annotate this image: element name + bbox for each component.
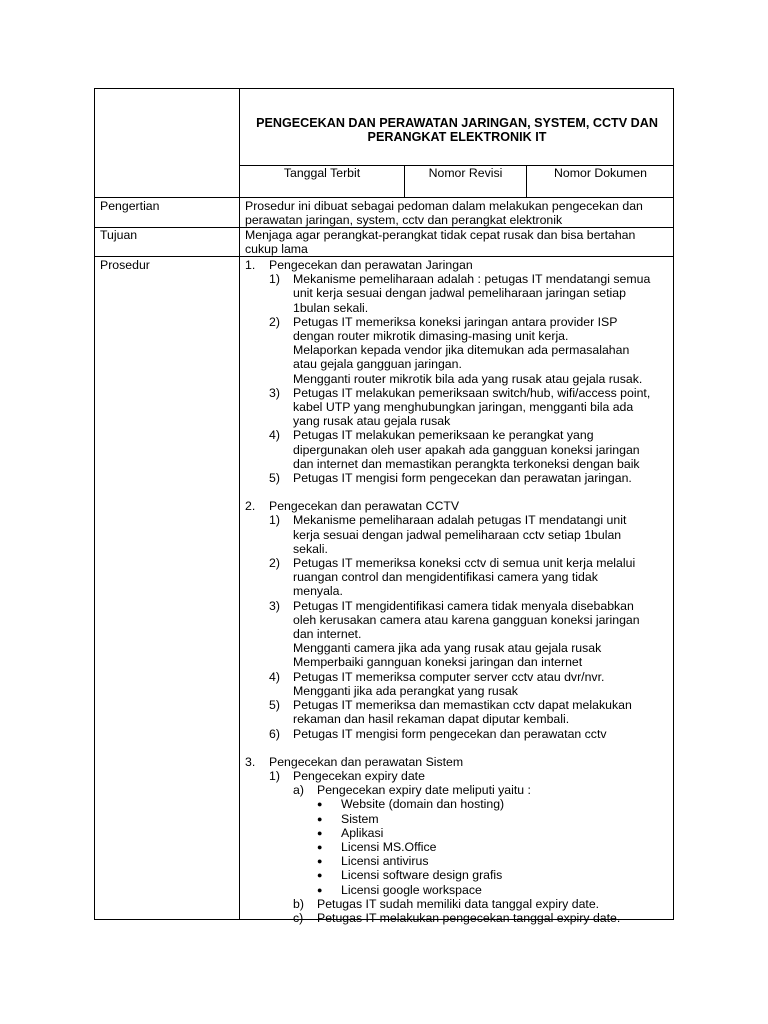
- item-number: 5): [269, 698, 280, 713]
- list-item: [269, 471, 673, 485]
- list-item: [293, 897, 673, 911]
- section-number: 3.: [245, 754, 256, 769]
- list-item: [269, 428, 673, 442]
- section-heading: [245, 499, 673, 513]
- section-title: Pengecekan dan perawatan Jaringan: [269, 258, 473, 272]
- bullet-item: [317, 840, 673, 854]
- title-line: PENGECEKAN DAN PERAWATAN JARINGAN, SYSTEM, CCTV DAN: [256, 116, 658, 130]
- pengertian-text: [245, 199, 673, 227]
- item-text: dan internet dan memastikan perangkta terkoneksi dengan baik: [293, 456, 640, 471]
- bullet-icon: ●: [317, 813, 323, 824]
- item-number: 5): [269, 471, 280, 486]
- list-item: [269, 556, 673, 570]
- tujuan-text: [245, 228, 673, 256]
- item-text: Pengecekan expiry date: [293, 768, 425, 783]
- title-line: PERANGKAT ELEKTRONIK IT: [367, 130, 547, 144]
- tanggal-terbit-header: Tanggal Terbit: [283, 166, 361, 180]
- text-line: cukup lama: [245, 242, 308, 257]
- section-number: 2.: [245, 499, 256, 514]
- item-number: 1): [269, 768, 280, 783]
- item-text: Petugas IT melakukan pengecekan tanggal expiry date.: [317, 910, 621, 925]
- item-text: menyala.: [293, 584, 343, 599]
- item-text: Mekanisme pemeliharaan adalah petugas IT mendatangi unit: [293, 513, 627, 528]
- bullet-item: [317, 797, 673, 811]
- item-text: Petugas IT melakukan pemeriksaan switch/hub, wifi/access point,: [293, 385, 651, 400]
- item-number: 4): [269, 428, 280, 443]
- item-text: kerja sesuai dengan jadwal pemeliharaan cctv setiap 1bulan: [293, 527, 622, 542]
- item-text: Mekanisme pemeliharaan adalah : petugas IT mendatangi semua: [293, 272, 651, 287]
- bullet-text: Licensi MS.Office: [341, 839, 437, 854]
- item-text: Petugas IT mengisi form pengecekan dan perawatan cctv: [293, 726, 607, 741]
- item-number: 1): [269, 513, 280, 528]
- bullet-text: Licensi antivirus: [341, 854, 429, 869]
- list-item: [269, 272, 673, 286]
- bullet-icon: ●: [317, 884, 323, 895]
- bullet-icon: ●: [317, 856, 323, 867]
- document-title: [240, 116, 674, 144]
- item-text: Mengganti camera jika ada yang rusak atau gejala rusak: [293, 641, 602, 656]
- bullet-text: Aplikasi: [341, 825, 384, 840]
- item-letter: c): [293, 910, 304, 925]
- bullet-text: Sistem: [341, 811, 379, 826]
- bullet-icon: ●: [317, 841, 323, 852]
- item-text: Memperbaiki gannguan koneksi jaringan dan internet: [293, 655, 583, 670]
- item-text: Petugas IT memeriksa computer server cctv atau dvr/nvr.: [293, 669, 605, 684]
- nomor-revisi-header: Nomor Revisi: [428, 166, 503, 180]
- item-text: Petugas IT melakukan pemeriksaan ke perangkat yang: [293, 428, 594, 443]
- item-text: Melaporkan kepada vendor jika ditemukan ada permasalahan: [293, 343, 630, 358]
- item-text: Mengganti router mikrotik bila ada yang rusak atau gejala rusak.: [293, 371, 643, 386]
- divider: [239, 88, 240, 920]
- bullet-item: [317, 812, 673, 826]
- bullet-text: Licensi software design grafis: [341, 868, 503, 883]
- section-title: Pengecekan dan perawatan CCTV: [269, 499, 460, 514]
- item-letter: a): [293, 783, 304, 798]
- bullet-item: [317, 883, 673, 897]
- item-text: kabel UTP yang menghubungkan jaringan, mengganti bila ada: [293, 400, 634, 415]
- item-text: Petugas IT sudah memiliki data tanggal expiry date.: [317, 896, 600, 911]
- item-number: 2): [269, 556, 280, 571]
- item-text: ruangan control dan mengidentifikasi camera yang tidak: [293, 570, 598, 585]
- item-number: 2): [269, 314, 280, 329]
- prosedur-content: [245, 258, 673, 925]
- item-text: Petugas IT mengidentifikasi camera tidak menyala disebabkan: [293, 598, 634, 613]
- item-text: unit kerja sesuai dengan jadwal pemeliharaan jaringan setiap: [293, 286, 626, 301]
- text-line: Menjaga agar perangkat-perangkat tidak cepat rusak dan bisa bertahan: [245, 228, 636, 242]
- item-text: 1bulan sekali.: [293, 300, 369, 315]
- bullet-icon: ●: [317, 827, 323, 838]
- bullet-item: [317, 826, 673, 840]
- item-text: Petugas IT mengisi form pengecekan dan perawatan jaringan.: [293, 471, 632, 486]
- item-text: atau gejala gangguan jaringan.: [293, 357, 462, 372]
- item-text: Pengecekan expiry date meliputi yaitu :: [317, 783, 531, 798]
- item-number: 6): [269, 726, 280, 741]
- item-number: 4): [269, 669, 280, 684]
- pengertian-label: Pengertian: [100, 199, 160, 213]
- list-item: [269, 599, 673, 613]
- list-item: [293, 783, 673, 797]
- bullet-icon: ●: [317, 799, 323, 810]
- divider: [94, 197, 674, 198]
- tujuan-label: Tujuan: [100, 228, 138, 242]
- item-text: sekali.: [293, 541, 328, 556]
- item-text: dan internet.: [293, 627, 362, 642]
- text-line: perawatan jaringan, system, cctv dan perangkat elektronik: [245, 213, 563, 228]
- item-letter: b): [293, 896, 304, 911]
- item-number: 1): [269, 272, 280, 287]
- list-item: [269, 769, 673, 783]
- list-item: [269, 513, 673, 527]
- bullet-icon: ●: [317, 870, 323, 881]
- nomor-dokumen-header: Nomor Dokumen: [554, 166, 647, 180]
- item-text: dipergunakan oleh user apakah ada gangguan koneksi jaringan: [293, 442, 640, 457]
- section-title: Pengecekan dan perawatan Sistem: [269, 754, 464, 769]
- bullet-item: [317, 854, 673, 868]
- list-item: [269, 727, 673, 741]
- item-number: 3): [269, 385, 280, 400]
- item-text: Petugas IT memeriksa koneksi jaringan antara provider ISP: [293, 314, 618, 329]
- item-text: yang rusak atau gejala rusak: [293, 414, 451, 429]
- section-heading: [245, 258, 673, 272]
- item-text: dengan router mikrotik dimasing-masing unit kerja.: [293, 329, 569, 344]
- prosedur-label: Prosedur: [100, 258, 150, 272]
- item-text: Petugas IT memeriksa dan memastikan cctv dapat melakukan: [293, 698, 632, 713]
- list-item: [269, 315, 673, 329]
- section-heading: [245, 755, 673, 769]
- bullet-text: Website (domain dan hosting): [341, 797, 505, 812]
- list-item: [269, 698, 673, 712]
- list-item: [293, 911, 673, 925]
- item-text: Mengganti jika ada perangkat yang rusak: [293, 683, 518, 698]
- bullet-text: Licensi google workspace: [341, 882, 482, 897]
- item-text: rekaman dan hasil rekaman dapat diputar kembali.: [293, 712, 570, 727]
- section-number: 1.: [245, 258, 256, 272]
- item-number: 3): [269, 598, 280, 613]
- item-text: Petugas IT memeriksa koneksi cctv di semua unit kerja melalui: [293, 556, 636, 571]
- bullet-item: [317, 868, 673, 882]
- list-item: [269, 670, 673, 684]
- item-text: oleh kerusakan camera atau karena gangguan koneksi jaringan: [293, 612, 640, 627]
- text-line: Prosedur ini dibuat sebagai pedoman dalam melakukan pengecekan dan: [245, 199, 643, 213]
- list-item: [269, 386, 673, 400]
